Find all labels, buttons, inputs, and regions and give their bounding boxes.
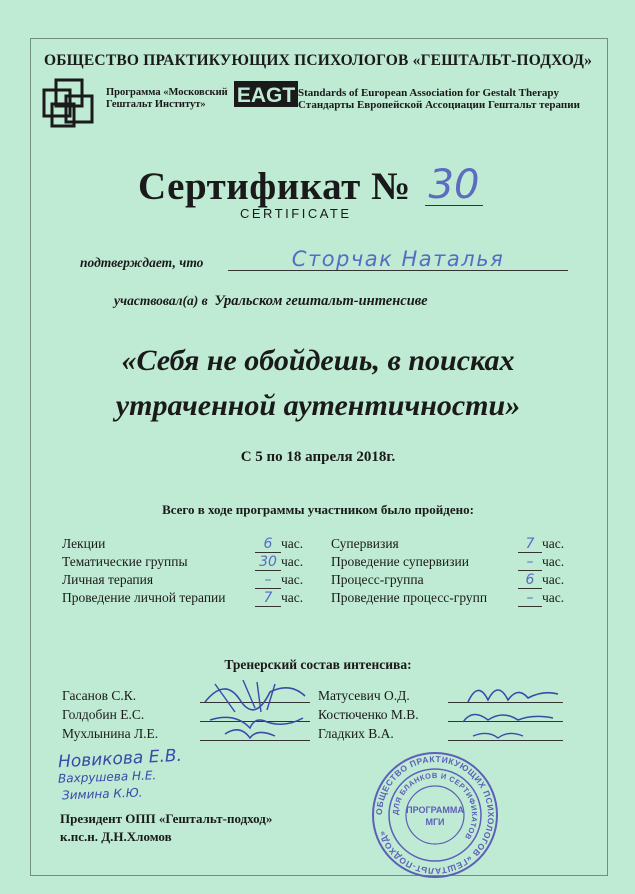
program-title: «Себя не обойдешь, в поисках утраченной аутентичности» <box>115 344 521 422</box>
hours-row-thematic: Тематические группы <box>62 554 188 569</box>
organization-title: ОБЩЕСТВО ПРАКТИКУЮЩИХ ПСИХОЛОГОВ «ГЕШТАЛЬТ-ПОДХОД» <box>43 52 593 69</box>
hours-value-conducting-therapy: 7 час. <box>255 590 303 608</box>
signature-scribbles-right <box>448 672 573 747</box>
recipient-line <box>228 270 568 271</box>
stamp-inner-text: ДЛЯ БЛАНКОВ И СЕРТИФИКАТОВ <box>390 770 480 842</box>
hours-value-conducting-supervision: – час. <box>518 554 564 572</box>
hours-value-conducting-process-group: – час. <box>518 590 564 608</box>
certificate-subtitle: CERTIFICATE <box>240 206 352 221</box>
stamp-ring-text: ОБЩЕСТВО ПРАКТИКУЮЩИХ ПСИХОЛОГОВ «ГЕШТАЛЬТ-ПОДХОД» <box>373 753 497 877</box>
confirms-label: подтверждает, что <box>80 255 204 270</box>
trainer-left-1: Гасанов С.К. <box>62 688 137 703</box>
participated-event: Уральском гештальт-интенсиве <box>214 293 428 309</box>
trainer-right-1: Матусевич О.Д. <box>318 688 410 703</box>
certificate-number: 30 <box>428 162 480 208</box>
president-title: Президент ОПП «Гештальт-подход» <box>60 811 273 826</box>
participated-prefix: участвовал(а) в <box>114 293 208 308</box>
hours-row-lectures: Лекции <box>62 536 106 551</box>
trainer-left-2: Голдобин Е.С. <box>62 707 145 722</box>
program-dates: С 5 по 18 апреля 2018г. <box>240 449 396 465</box>
president-block <box>60 810 272 846</box>
hours-heading: Всего в ходе программы участником было пройдено: <box>162 502 474 517</box>
hours-row-conducting-supervision: Проведение супервизии <box>331 554 469 569</box>
recipient-name: Сторчак Наталья <box>291 247 505 271</box>
eagt-caption: Standards of European Association for Gestalt Therapy Стандарты Европейской Ассоциации Гештальт терапии <box>298 87 580 111</box>
hours-row-conducting-therapy: Проведение личной терапии <box>62 590 226 605</box>
eagt-logo-text: EAGT <box>236 84 296 107</box>
trainers-heading: Тренерский состав интенсива: <box>224 657 412 672</box>
hours-row-conducting-process-group: Проведение процесс-групп <box>331 590 488 605</box>
signature-scribbles-left <box>195 672 315 750</box>
participation-line <box>114 293 428 310</box>
president-name: к.пс.н. Д.Н.Хломов <box>60 829 172 844</box>
trainer-right-3: Гладких В.А. <box>318 726 394 741</box>
eagt-logo-icon <box>234 80 298 108</box>
stamp-center-line1: ПРОГРАММА <box>406 805 464 815</box>
program-caption: Программа «Московский Гештальт Институт» <box>106 87 228 110</box>
hours-value-supervision: 7 час. <box>518 536 564 554</box>
hours-value-lectures: 6 час. <box>255 536 303 554</box>
hours-row-supervision: Супервизия <box>331 536 399 551</box>
hours-value-thematic: 30 час. <box>255 554 303 572</box>
certificate-title: Сертификат № <box>138 165 411 208</box>
hours-row-personal-therapy: Личная терапия <box>62 572 154 587</box>
handwritten-note-3: Зимина К.Ю. <box>61 785 143 803</box>
certificate-number-line <box>425 205 483 206</box>
hours-value-process-group: 6 час. <box>518 572 564 590</box>
hours-row-process-group: Процесс-группа <box>331 572 424 587</box>
institute-logo-icon <box>42 76 100 134</box>
official-stamp <box>370 750 500 880</box>
hours-value-personal-therapy: – час. <box>255 572 303 590</box>
trainer-left-3: Мухлынина Л.Е. <box>62 726 159 741</box>
handwritten-note-2: Вахрушева Н.Е. <box>57 768 157 786</box>
handwritten-note-1: Новикова Е.В. <box>57 745 183 773</box>
trainer-right-2: Костюченко М.В. <box>318 707 419 722</box>
stamp-center-line2: МГИ <box>425 817 445 827</box>
